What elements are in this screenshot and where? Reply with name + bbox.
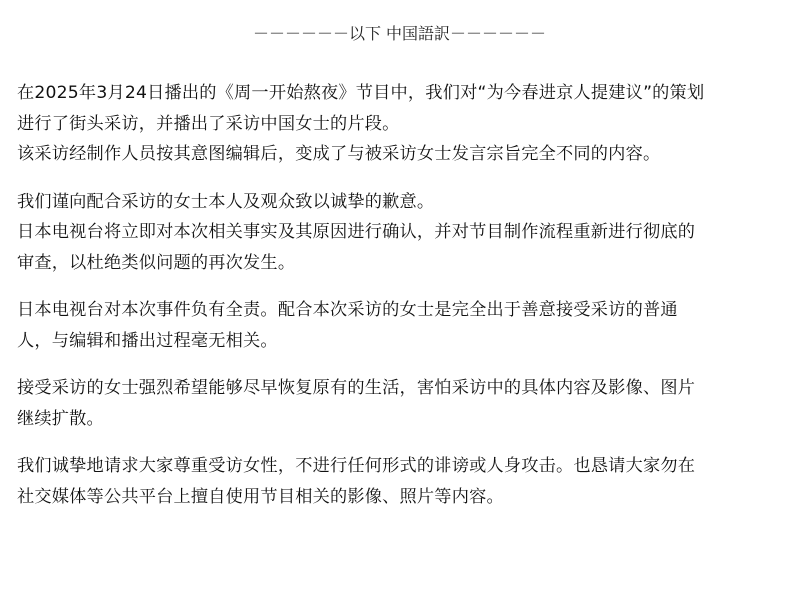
text-line: 我们诚挚地请求大家尊重受访女性，不进行任何形式的诽谤或人身攻击。也恳请大家勿在 <box>17 456 696 476</box>
paragraph-responsibility <box>17 295 792 356</box>
text-line: 继续扩散。 <box>17 408 104 429</box>
paragraph-interviewee-wish <box>17 373 792 434</box>
paragraph-apology <box>17 187 792 279</box>
text-line: 日本电视台将立即对本次相关事实及其原因进行确认，并对节目制作流程重新进行彻底的 <box>17 222 696 242</box>
text-line: 进行了街头采访，并播出了采访中国女士的片段。 <box>17 113 400 134</box>
text-line: 社交媒体等公共平台上擅自使用节目相关的影像、照片等内容。 <box>17 486 504 507</box>
text-line: 该采访经制作人员按其意图编辑后，变成了与被采访女士发言宗旨完全不同的内容。 <box>17 144 661 164</box>
section-header: －－－－－－以下 中国語訳－－－－－－ <box>252 24 547 43</box>
text-line: 我们谨向配合采访的女士本人及观众致以诚挚的歉意。 <box>17 191 435 212</box>
text-line: 在2025年3月24日播出的《周一开始熬夜》节目中，我们对“为今春进京人提建议”的策划 <box>17 83 705 103</box>
paragraph-request <box>17 451 792 512</box>
text-line: 审查，以杜绝类似问题的再次发生。 <box>17 252 296 273</box>
paragraph-broadcast-incident <box>17 78 792 170</box>
text-line: 日本电视台对本次事件负有全责。配合本次采访的女士是完全出于善意接受采访的普通 <box>17 300 678 320</box>
statement-body <box>17 78 792 529</box>
text-line: 人，与编辑和播出过程毫无相关。 <box>17 330 278 351</box>
text-line: 接受采访的女士强烈希望能够尽早恢复原有的生活，害怕采访中的具体内容及影像、图片 <box>17 378 696 398</box>
